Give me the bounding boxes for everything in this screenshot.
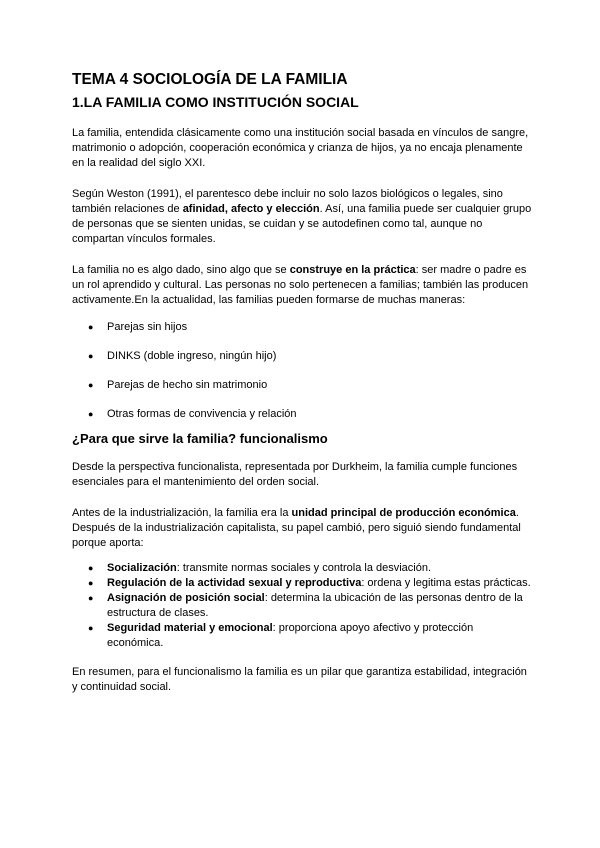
paragraph-conclusion: En resumen, para el funcionalismo la familia es un pilar que garantiza estabilidad, integración y continuidad social. (72, 666, 527, 693)
bullet-icon: ● (88, 578, 94, 588)
family-forms-list (72, 320, 532, 422)
list-item: ● Parejas sin hijos (88, 321, 188, 333)
bullet-icon: ● (88, 351, 94, 361)
list-item: ● Socialización: transmite normas sociales y controla la desviación. (88, 562, 432, 574)
bullet-icon: ● (88, 380, 94, 390)
paragraph-intro: La familia, entendida clásicamente como una institución social basada en vínculos de sangre, matrimonio o adopción, cooperación económica y crianza de hijos, ya no encaja plenamente en la realidad del siglo XXI. (72, 127, 529, 169)
bullet-icon: ● (88, 563, 94, 573)
list-item: ● DINKS (doble ingreso, ningún hijo) (88, 350, 277, 362)
bullet-icon: ● (88, 593, 94, 603)
functions-list (72, 561, 532, 651)
list-item: ● Parejas de hecho sin matrimonio (88, 379, 268, 391)
list-item: ● Otras formas de convivencia y relación (88, 408, 297, 420)
list-item: ● Asignación de posición social: determina la ubicación de las personas dentro de la estructura de clases. (88, 592, 523, 619)
functionalism-heading: ¿Para que sirve la familia? funcionalismo (72, 431, 328, 446)
section-title: 1.LA FAMILIA COMO INSTITUCIÓN SOCIAL (72, 94, 359, 110)
list-item: ● Seguridad material y emocional: proporciona apoyo afectivo y protección económica. (88, 622, 474, 649)
paragraph-practice: La familia no es algo dado, sino algo que se construye en la práctica: ser madre o padre es un rol aprendido y cultural. Las personas no solo pertenecen a familias; también las producen activamente.En la actualidad, las familias pueden formarse de muchas maneras: (72, 264, 529, 306)
bullet-icon: ● (88, 322, 94, 332)
bullet-icon: ● (88, 409, 94, 419)
document-page (72, 70, 532, 695)
paragraph-weston: Según Weston (1991), el parentesco debe incluir no solo lazos biológicos o legales, sino también relaciones de afinidad, afecto y elección. Así, una familia puede ser cualquier grupo de personas que se sienten unidas, se cuidan y se autodefinen como tal, aunque no compartan vínculos formales. (72, 188, 532, 245)
paragraph-durkheim: Desde la perspectiva funcionalista, representada por Durkheim, la familia cumple funciones esenciales para el mantenimiento del orden social. (72, 461, 518, 488)
list-item: ● Regulación de la actividad sexual y reproductiva: ordena y legitima estas prácticas. (88, 577, 531, 589)
paragraph-industrialization: Antes de la industrialización, la familia era la unidad principal de producción económica. Después de la industrialización capitalista, su papel cambió, pero siguió siendo fundamental porque aporta: (72, 507, 521, 549)
document-title: TEMA 4 SOCIOLOGÍA DE LA FAMILIA (72, 71, 348, 88)
bullet-icon: ● (88, 623, 94, 633)
